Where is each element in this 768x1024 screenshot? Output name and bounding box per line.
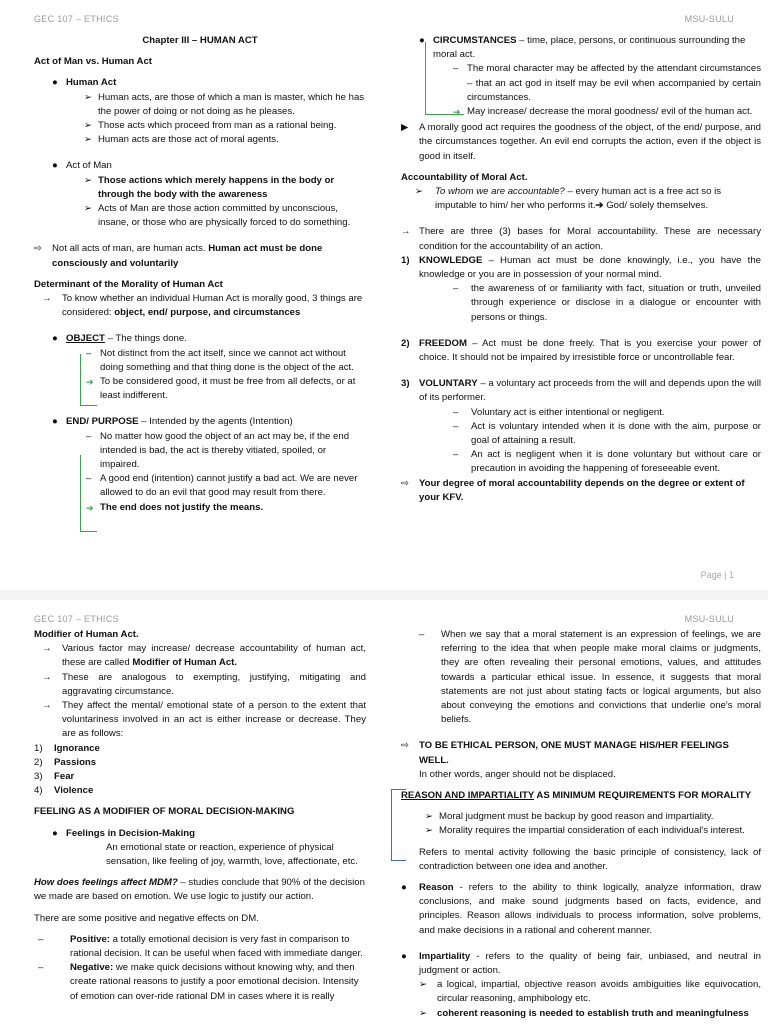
subheading-desc: – Human act must be done knowingly, i.e., you have the knowledge or you are in possession of your normal mind. — [419, 254, 761, 281]
dash-icon: – — [86, 347, 92, 359]
list-number: 3) — [34, 771, 43, 783]
list-item: No matter how good the object of an act may be, if the end intended is bad, the act is thereby vitiated, spoiled, or impaired. — [100, 430, 350, 471]
list-item: To know whether an individual Human Act is morally good, 3 things are considered: — [62, 293, 363, 319]
list-item-emphasis: object, end/ purpose, and circumstances — [114, 307, 301, 319]
dash-icon: – — [38, 933, 44, 945]
blue-bracket — [391, 789, 406, 861]
list-number: 2) — [401, 337, 410, 349]
list-item: Act is voluntary intended when it is done with the aim, purpose or goal of attaining a result. — [471, 420, 761, 447]
arrow-bullet-icon: ➢ — [415, 186, 424, 198]
note-text: Not all acts of man, are human acts. — [52, 243, 209, 255]
list-item-emphasis: Modifier of Human Act. — [132, 657, 238, 669]
subheading-desc: – Act must be done freely. That is you exercise your power of choice. It should not be impaired by irresistible force or uncontrollable fear. — [419, 337, 761, 364]
term: Reason — [419, 882, 454, 894]
subheading-desc: – The things done. — [104, 333, 187, 345]
list-item: Those actions which merely happens in the body or through the body with the awareness — [98, 174, 335, 200]
section-heading: Accountability of Moral Act. — [401, 171, 528, 183]
list-item: – every human act is a free act so is imputable to him/ her who performs it. — [435, 186, 722, 212]
subheading: Act of Man — [66, 160, 112, 172]
paragraph: There are some positive and negative effects on DM. — [34, 912, 259, 924]
paragraph: Refers to mental activity following the basic principle of consistency, lack of contradiction between one idea and another. — [419, 846, 761, 872]
list-item: They affect the mental/ emotional state of a person to the extent that voluntariness involved in an act is either increase or decrease. They are as follows: — [62, 700, 366, 740]
green-arrow-icon: ➔ — [86, 377, 94, 388]
subheading: END/ PURPOSE — [66, 416, 139, 428]
section-heading: REASON AND IMPARTIALITY — [401, 790, 535, 802]
bold-arrow-icon: ➔ — [595, 200, 604, 212]
arrow-bullet-icon: ➢ — [84, 134, 93, 146]
dash-icon: – — [86, 430, 92, 442]
arrow-bullet-icon: ➢ — [84, 120, 93, 132]
bullet-icon: ● — [52, 160, 58, 172]
section-heading: FEELING AS A MODIFIER OF MORAL DECISION-MAKING — [34, 806, 295, 818]
emphasis-statement: TO BE ETHICAL PERSON, ONE MUST MANAGE HIS/HER FEELINGS WELL. — [419, 740, 729, 766]
subheading: VOLUNTARY — [419, 378, 478, 390]
definition: An emotional state or reaction, experience of physical sensation, like feeling of joy, warmth, love, affectionate, etc. — [106, 841, 358, 868]
list-item: Human acts are those act of moral agents. — [98, 134, 279, 146]
page2-right-column — [401, 628, 761, 1021]
subheading: CIRCUMSTANCES — [433, 35, 517, 46]
header-school: MSU-SULU — [684, 614, 734, 624]
right-arrow-icon: → — [42, 700, 52, 712]
list-number: 4) — [34, 785, 43, 797]
page-number: Page | 1 — [700, 570, 734, 580]
bullet-icon: ● — [52, 333, 58, 345]
list-number: 2) — [34, 756, 43, 768]
arrow-bullet-icon: ➢ — [84, 174, 93, 186]
label: Negative: — [70, 962, 114, 974]
subheading-desc: – a voluntary act proceeds from the will and depends upon the will of its performer. — [419, 378, 761, 404]
subheading: Human Act — [66, 77, 117, 89]
dash-icon: – — [419, 629, 425, 640]
right-arrow-icon: → — [42, 293, 52, 305]
dash-icon: – — [86, 473, 92, 485]
section-heading-rest: AS MINIMUM REQUIREMENTS FOR MORALITY — [534, 790, 752, 802]
double-arrow-icon: ⇨ — [34, 243, 43, 255]
term: Impartiality — [419, 950, 471, 962]
green-bracket — [80, 354, 97, 406]
bullet-icon: ● — [401, 950, 407, 962]
dash-icon: – — [453, 406, 459, 418]
list-item: Not distinct from the act itself, since we cannot act without doing something and that thing done is the object of the act. — [100, 347, 354, 373]
page1-left-column — [34, 34, 366, 515]
subheading: Feelings in Decision-Making — [66, 827, 196, 839]
list-number: 1) — [401, 254, 410, 266]
modifier-item: Passions — [54, 756, 97, 768]
triangle-bullet-icon: ▶ — [401, 122, 409, 134]
list-item: a logical, impartial, objective reason avoids ambiguities like equivocation, circular reasoning, amphibology etc. — [437, 979, 761, 1005]
header-course: GEC 107 – ETHICS — [34, 14, 119, 24]
list-number: 3) — [401, 378, 410, 390]
modifier-item: Fear — [54, 771, 75, 783]
subheading: OBJECT — [66, 333, 105, 345]
bullet-icon: ● — [52, 416, 58, 428]
list-item: Morality requires the impartial consideration of each individual's interest. — [439, 825, 745, 837]
list-item: The moral character may be affected by the attendant circumstances – that an act god in itself may be evil when accompanied by certain circumstances. — [467, 63, 761, 103]
header-school: MSU-SULU — [684, 14, 734, 24]
double-arrow-icon: ⇨ — [401, 477, 410, 489]
green-bracket — [80, 455, 97, 532]
right-arrow-icon: → — [42, 643, 52, 655]
section-heading: Modifier of Human Act. — [34, 629, 139, 640]
list-item: Those acts which proceed from man as a rational being. — [98, 120, 337, 132]
subheading-desc: – time, place, persons, or continuous surrounding the moral act. — [433, 35, 746, 61]
bullet-icon: ● — [52, 827, 58, 839]
section-heading: Act of Man vs. Human Act — [34, 56, 152, 68]
green-bracket — [425, 42, 464, 115]
list-item: An act is negligent when it is done voluntary but without care or precaution in avoiding the happening of foreseeable event. — [471, 449, 761, 475]
arrow-bullet-icon: ➢ — [424, 825, 433, 837]
chapter-title: Chapter III – HUMAN ACT — [142, 35, 258, 46]
list-item: Human acts, are those of which a man is master, which he has the power of doing or not doing as he pleases. — [98, 91, 365, 117]
conclusion: Your degree of moral accountability depends on the degree or extent of your KFV. — [419, 477, 745, 503]
arrow-bullet-icon: ➢ — [424, 811, 433, 823]
list-item: Moral judgment must be backup by good reason and impartiality. — [439, 811, 714, 823]
subheading: KNOWLEDGE — [419, 254, 483, 266]
arrow-bullet-icon: ➢ — [84, 91, 93, 103]
paragraph: A morally good act requires the goodness of the object, of the end/ purpose, and the circumstances together. An evil end corrupts the action, even if the object is good in itself. — [419, 122, 761, 162]
dash-icon: – — [453, 63, 459, 75]
section-heading: Determinant of the Morality of Human Act — [34, 278, 223, 290]
list-item: The end does not justify the means. — [100, 501, 264, 513]
list-item: To be considered good, it must be free from all defects, or at least indifferent. — [100, 376, 356, 402]
paragraph: There are three (3) bases for Moral accountability. These are necessary condition for the accountability of an action. — [419, 226, 761, 252]
arrow-bullet-icon: ➢ — [419, 979, 428, 991]
dash-icon: – — [453, 449, 459, 461]
list-item: May increase/ decrease the moral goodness/ evil of the human act. — [467, 106, 753, 118]
subheading-desc: – Intended by the agents (Intention) — [138, 416, 293, 428]
modifier-item: Ignorance — [54, 742, 100, 754]
paragraph: In other words, anger should not be displaced. — [419, 768, 616, 780]
bullet-icon: ● — [419, 35, 425, 46]
list-item-answer: God/ solely themselves. — [603, 200, 709, 212]
note-emphasis: Human act must be done consciously and voluntarily — [52, 243, 323, 269]
bullet-icon: ● — [401, 882, 407, 894]
list-item: Acts of Man are those action committed by unconscious, insane, or those who are physically forced to do something. — [98, 203, 351, 229]
dash-icon: – — [38, 962, 44, 974]
dash-icon: – — [453, 420, 459, 432]
modifier-item: Violence — [54, 785, 94, 797]
arrow-bullet-icon: ➢ — [419, 1007, 428, 1019]
label: Positive: — [70, 933, 110, 945]
list-number: 1) — [34, 742, 43, 754]
list-item: Various factor may increase/ decrease accountability of human act, these are called — [62, 643, 366, 669]
question-text: How does feelings affect MDM? — [34, 877, 178, 889]
right-arrow-icon: → — [42, 671, 52, 683]
subheading: FREEDOM — [419, 337, 467, 349]
green-arrow-icon: ➔ — [86, 502, 94, 513]
right-arrow-icon: → — [401, 226, 411, 238]
definition: - refers to the quality of being fair, unbiased, and neutral in judgment or action. — [419, 950, 761, 977]
list-item: the awareness of or familiarity with fact, situation or truth, unveiled through experience or disclose in a dialogue or encounter with persons or things. — [471, 283, 761, 323]
list-item: a totally emotional decision is very fast in comparison to rational decision. It can be useful when faced with immediate danger. — [70, 933, 363, 960]
list-item: These are analogous to exempting, justifying, mitigating and aggravating circumstance. — [62, 671, 366, 697]
header-course: GEC 107 – ETHICS — [34, 614, 119, 624]
bullet-icon: ● — [52, 77, 58, 89]
definition: - refers to the ability to think logically, analyze information, draw conclusions, and make sound judgments based on facts, evidence, and principles. Reason allows individuals to process information, solve problems, and make decisions in a rational and coherent manner. — [419, 882, 761, 936]
list-item: A good end (intention) cannot justify a bad act. We are never allowed to do an evil that good may result from there. — [100, 473, 358, 499]
list-item: Voluntary act is either intentional or negligent. — [471, 406, 665, 418]
dash-icon: – — [453, 283, 459, 295]
green-arrow-icon: ➔ — [453, 107, 461, 118]
list-item: we make quick decisions without knowing why, and then create rational reasons to justify a poor emotional decision. Intensity of emotion can over-ride rational DM in cases where it is really — [70, 962, 359, 1002]
paragraph: When we say that a moral statement is an expression of feelings, we are referring to the idea that when people make moral claims or judgments, they are often revealing their personal emotions, values, and attitudes towards a particular ethical issue. In essence, it suggests that moral statements are not just about stating facts or logical arguments, but also about conveying the emotions and convictions that underlie one's moral beliefs. — [441, 629, 761, 726]
list-item: coherent reasoning is needed to establish truth and meaningfulness — [437, 1007, 749, 1019]
paragraph: – studies conclude that 90% of the decision we made are based on emotion. We use logic to justify our action. — [34, 877, 365, 903]
arrow-bullet-icon: ➢ — [84, 203, 93, 215]
page2-left-column — [34, 628, 366, 1004]
double-arrow-icon: ⇨ — [401, 740, 410, 752]
question-text: To whom we are accountable? — [435, 186, 565, 198]
page-2 — [0, 600, 768, 1024]
